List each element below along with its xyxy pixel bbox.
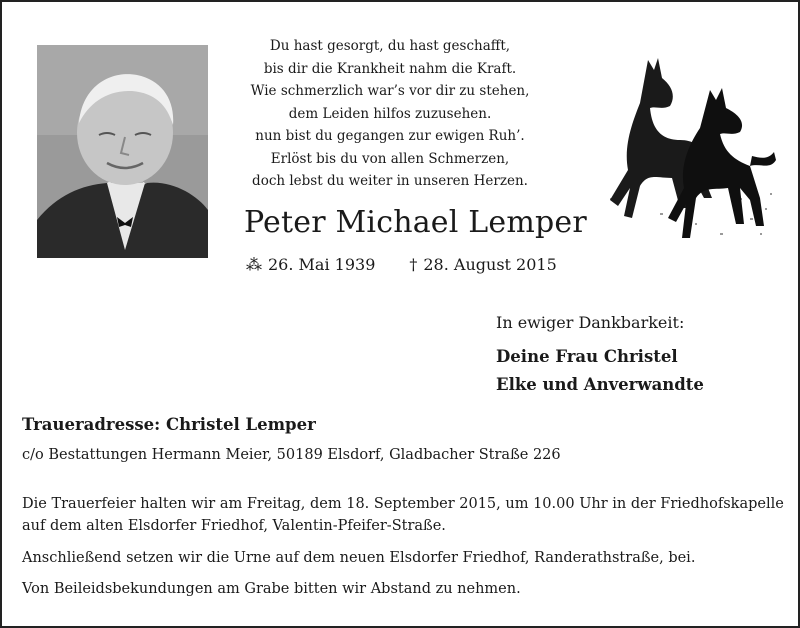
- mourning-address: c/o Bestattungen Hermann Meier, 50189 Elsdorf, Gladbacher Straße 226: [22, 447, 561, 463]
- memorial-poem: [240, 35, 540, 193]
- urn-notice-line: Anschließend setzen wir die Urne auf dem neuen Elsdorfer Friedhof, Randerathstraße, bei.: [22, 550, 696, 566]
- poem-line: Wie schmerzlich war’s vor dir zu stehen,: [250, 83, 530, 99]
- family-names: [496, 343, 704, 399]
- portrait-photo: [37, 45, 208, 258]
- poem-line: dem Leiden hilfos zuzusehen.: [288, 105, 492, 122]
- death-cross-icon: †: [409, 255, 418, 274]
- poem-line: bis dir die Krankheit nahm die Kraft.: [263, 60, 517, 77]
- poem-line: doch lebst du weiter in unseren Herzen.: [252, 173, 528, 189]
- condolence-notice-line: Von Beileidsbekundungen am Grabe bitten wir Abstand zu nehmen.: [22, 581, 521, 597]
- life-dates: [246, 255, 557, 274]
- birth-date: 26. Mai 1939: [268, 255, 376, 274]
- mourning-address-title: Traueradresse: Christel Lemper: [22, 415, 316, 434]
- deceased-name: Peter Michael Lemper: [244, 205, 587, 240]
- family-line: Deine Frau Christel: [496, 347, 678, 366]
- thanks-line: In ewiger Dankbarkeit:: [496, 313, 685, 332]
- poem-line: nun bist du gegangen zur ewigen Ruh’.: [255, 128, 525, 144]
- funeral-notice-line: auf dem alten Elsdorfer Friedhof, Valentin-Pfeifer-Straße.: [22, 518, 446, 534]
- birth-star-icon: ⁂: [246, 255, 262, 274]
- two-horses-silhouette-icon: [600, 48, 778, 253]
- funeral-notice-line: Die Trauerfeier halten wir am Freitag, dem 18. September 2015, um 10.00 Uhr in der Friedhofskapelle: [22, 496, 784, 512]
- death-date: 28. August 2015: [423, 255, 557, 274]
- poem-line: Erlöst bis du von allen Schmerzen,: [270, 150, 510, 167]
- family-line: Elke und Anverwandte: [496, 375, 704, 394]
- poem-line: Du hast gesorgt, du hast geschafft,: [269, 38, 511, 54]
